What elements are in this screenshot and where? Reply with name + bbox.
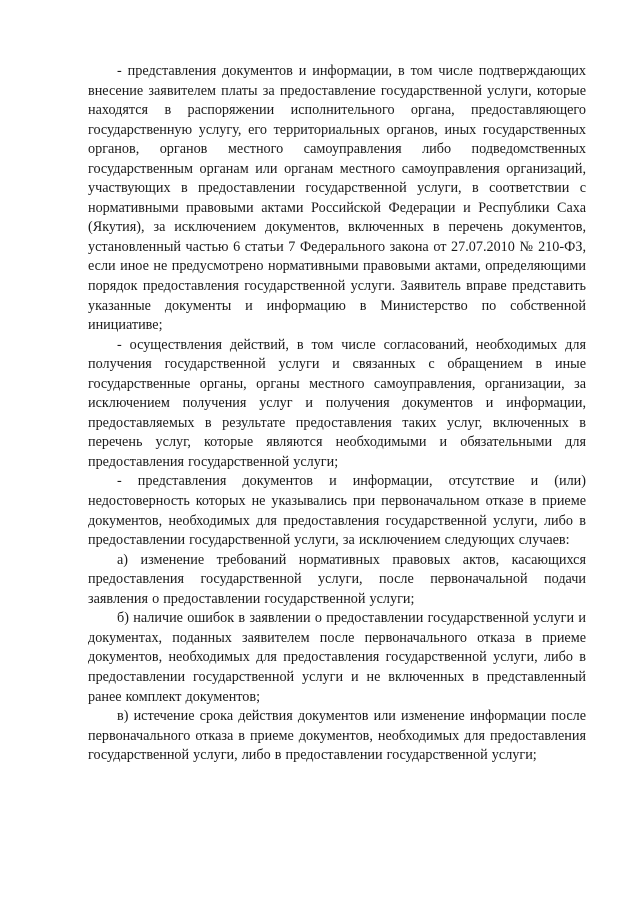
document-body bbox=[88, 62, 586, 766]
paragraph-case-a: а) изменение требований нормативных правовых актов, касающихся предоставления государственной услуги, после первоначальной подачи заявления о предоставлении государственной услуги; bbox=[88, 551, 586, 607]
paragraph-documents-not-indicated: - представления документов и информации, отсутствие и (или) недостоверность которых не указывались при первоначальном отказе в приеме документов, необходимых для предоставления государственной услуги, либо в предоставлении государственной услуги, за исключением следующих случаев: bbox=[88, 473, 586, 549]
paragraph-case-c: в) истечение срока действия документов или изменение информации после первоначального отказа в приеме документов, необходимых для предоставления государственной услуги, либо в предоставлении государственной услуги; bbox=[88, 708, 586, 764]
paragraph-actions-approvals: - осуществления действий, в том числе согласований, необходимых для получения государственной услуги и связанных с обращением в иные государственные органы, органы местного самоуправления, организации, за исключением получения услуг и получения документов и информации, предоставляемых в результате предоставления таких услуг, включенных в перечень услуг, которые являются необходимыми и обязательными для предоставления государственной услуги; bbox=[88, 336, 586, 470]
paragraph-documents-information: - представления документов и информации, в том числе подтверждающих внесение заявителем платы за предоставление государственной услуги, которые находятся в распоряжении исполнительного органа, предоставляющего государственную услугу, его территориальных органов, иных государственных органов, органов местного самоуправления либо подведомственных государственным органам или органам местного самоуправления организаций, участвующих в предоставлении государственной услуги, в соответствии с нормативными правовыми актами Российской Федерации и Республики Саха (Якутия), за исключением документов, включенных в перечень документов, установленный частью 6 статьи 7 Федерального закона от 27.07.2010 № 210-ФЗ, если иное не предусмотрено нормативными правовыми актами, определяющими порядок предоставления государственной услуги. Заявитель вправе представить указанные документы и информацию в Министерство по собственной инициативе; bbox=[88, 63, 586, 334]
paragraph-case-b: б) наличие ошибок в заявлении о предоставлении государственной услуги и документах, поданных заявителем после первоначального отказа в приеме документов, необходимых для предоставления государственной услуги, либо в предоставлении государственной услуги и не включенных в представленный ранее комплект документов; bbox=[88, 610, 586, 705]
